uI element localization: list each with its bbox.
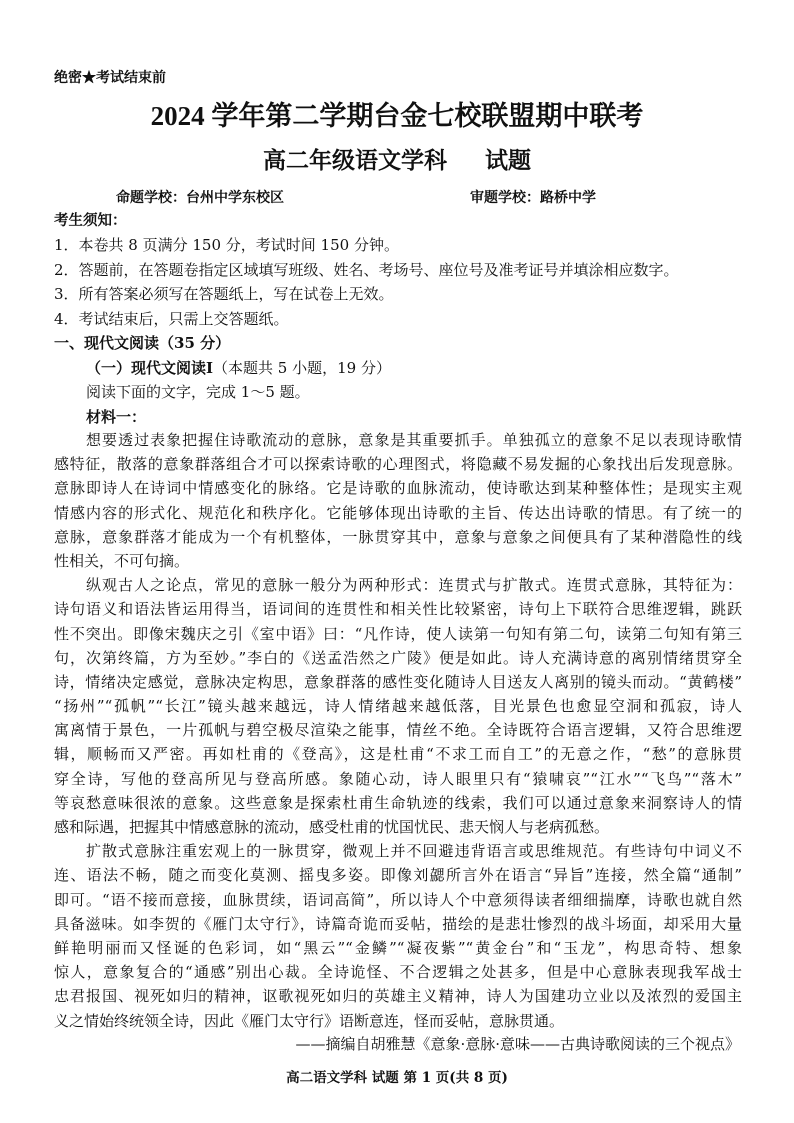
notice-item: 4．考试结束后，只需上交答题纸。 bbox=[54, 309, 289, 328]
passage-line: 意脉即诗人在诗词中情感变化的脉络。它是诗歌的血脉流动，使诗歌达到某种整体性；是现实主观 bbox=[54, 479, 742, 498]
exam-title: 2024 学年第二学期台金七校联盟期中联考 bbox=[150, 101, 644, 131]
citation: ——摘编自胡雅慧《意象·意脉·意味——古典诗歌阅读的三个视点》 bbox=[295, 1035, 740, 1053]
passage-line: 穿全诗，写他的登高所见与登高所感。象随心动，诗人眼里只有“猿啸哀”“江水”“飞鸟”“落木” bbox=[54, 769, 742, 788]
passage-line: 鲜艳明丽而又怪诞的色彩词，如“黑云”“金鳞”“凝夜紫”“黄金台”和“玉龙”，构思奇特、想象 bbox=[54, 938, 742, 957]
exam-subtitle bbox=[0, 142, 794, 175]
passage-line: 句，次第终篇，方为至妙。”李白的《送孟浩然之广陵》便是如此。诗人充满诗意的离别情绪贯穿全 bbox=[54, 648, 742, 667]
notice-heading: 考生须知： bbox=[54, 212, 127, 229]
notice-item: 3．所有答案必须写在答题纸上，写在试卷上无效。 bbox=[54, 285, 394, 303]
passage-line: “扬州”“孤帆”“长江”镜头越来越远，诗人情绪越来越低落，目光景色也愈显空洞和孤寂，诗人 bbox=[54, 697, 742, 716]
subsection-heading bbox=[54, 356, 744, 381]
passage-line: 诗句语义和语法皆运用得当，语词间的连贯性和相关性比较紧密，诗句上下联符合思维逻辑，跳跃 bbox=[54, 600, 742, 619]
reviewer-school: 审题学校：路桥中学 bbox=[470, 190, 596, 206]
notice-item: 2．答题前，在答题卷指定区域填写班级、姓名、考场号、座位号及准考证号并填涂相应数字。 bbox=[54, 260, 679, 279]
instructions-block bbox=[54, 233, 744, 429]
section-heading: 一、现代文阅读（35 分） bbox=[54, 334, 231, 352]
passage-line: 纵观古人之论点，常见的意脉一般分为两种形式：连贯式与扩散式。连贯式意脉，其特征为： bbox=[86, 576, 742, 595]
passage-line: 性相关，不可句摘。 bbox=[54, 551, 190, 570]
subtitle-subject: 高二年级语文学科 bbox=[263, 147, 447, 174]
passage-line: 感特征，散落的意象群落组合才可以探索诗歌的心理图式，将隐藏不易发掘的心象找出后发现意脉。 bbox=[54, 455, 742, 474]
passage-line: 诗，情绪决定感觉，意脉决定构思，意象群落的感性变化随诗人目送友人离别的镜头而动。“黄鹤楼” bbox=[54, 672, 742, 691]
passage-line: 性不突出。即像宋魏庆之引《室中语》曰：“凡作诗，使人读第一句知有第二句，读第二句知有第三 bbox=[54, 624, 742, 643]
confidential-label: 绝密★考试结束前 bbox=[54, 70, 166, 86]
passage-line: 惊人，意象复合的“通感”别出心裁。全诗诡怪、不合逻辑之处甚多，但是中心意脉表现我军战士 bbox=[54, 963, 742, 982]
material-label: 材料一： bbox=[86, 407, 147, 426]
passage-line: 想要透过表象把握住诗歌流动的意脉，意象是其重要抓手。单独孤立的意象不足以表现诗歌情 bbox=[86, 431, 742, 449]
subsection-title: （一）现代文阅读Ⅰ bbox=[86, 358, 214, 377]
passage-line: 义之情始终统领全诗，因此《雁门太守行》语断意连，怪而妥帖，意脉贯通。 bbox=[54, 1011, 565, 1030]
passage-line: 辑，顺畅而又严密。再如杜甫的《登高》，这是杜甫“不求工而自工”的无意之作，“愁”的意脉贯 bbox=[54, 745, 742, 764]
subsection-note: （本题共 5 小题，19 分） bbox=[213, 358, 391, 377]
passage-body bbox=[54, 428, 742, 1033]
setter-school: 命题学校：台州中学东校区 bbox=[116, 190, 284, 206]
passage-line: 即可。“语不接而意接，血脉贯续，语词高简”，所以诗人个中意须得读者细细揣摩，诗歌也就自然 bbox=[54, 890, 742, 909]
passage-line: 忠君报国、视死如归的精神，讴歌视死如归的英雄主义精神，诗人为国建功立业以及浓烈的爱国主 bbox=[54, 987, 742, 1006]
passage-line: 感和际遇，把握其中情感意脉的流动，感受杜甫的忧国忧民、悲天悯人与老病孤愁。 bbox=[54, 818, 610, 836]
passage-line: 寓离情于景色，一片孤帆与碧空极尽渲染之能事，情丝不绝。全诗既符合语言逻辑，又符合思维逻 bbox=[54, 721, 742, 740]
passage-line: 意脉，意象群落才能成为一个有机整体，一脉贯穿其中，意象与意象之间便具有了某种潜隐性的线 bbox=[54, 527, 742, 546]
subtitle-test: 试题 bbox=[485, 147, 531, 174]
reading-instruction: 阅读下面的文字，完成 1～5 题。 bbox=[86, 383, 310, 401]
passage-line: 扩散式意脉注重宏观上的一脉贯穿，微观上并不回避违背语言或思维规范。有些诗句中词义不 bbox=[86, 842, 742, 861]
passage-line: 情感内容的形式化、规范化和秩序化。它能够体现出诗歌的主旨、传达出诗歌的情思。有了统一的 bbox=[54, 503, 742, 522]
notice-item: 1．本卷共 8 页满分 150 分，考试时间 150 分钟。 bbox=[54, 236, 399, 254]
passage-line: 连、语法不畅，随之而变化莫测、摇曳多姿。即像刘勰所言外在语言“异旨”连接，然全篇“通制” bbox=[54, 866, 742, 885]
passage-line: 具备滋味。如李贺的《雁门太守行》，诗篇奇诡而妥帖，描绘的是悲壮惨烈的战斗场面，却采用大量 bbox=[54, 914, 742, 933]
page-footer: 高二语文学科 试题 第 1 页(共 8 页) bbox=[286, 1070, 508, 1086]
passage-line: 等哀愁意味很浓的意象。这些意象是探索杜甫生命轨迹的线索，我们可以通过意象来洞察诗人的情 bbox=[54, 793, 742, 812]
